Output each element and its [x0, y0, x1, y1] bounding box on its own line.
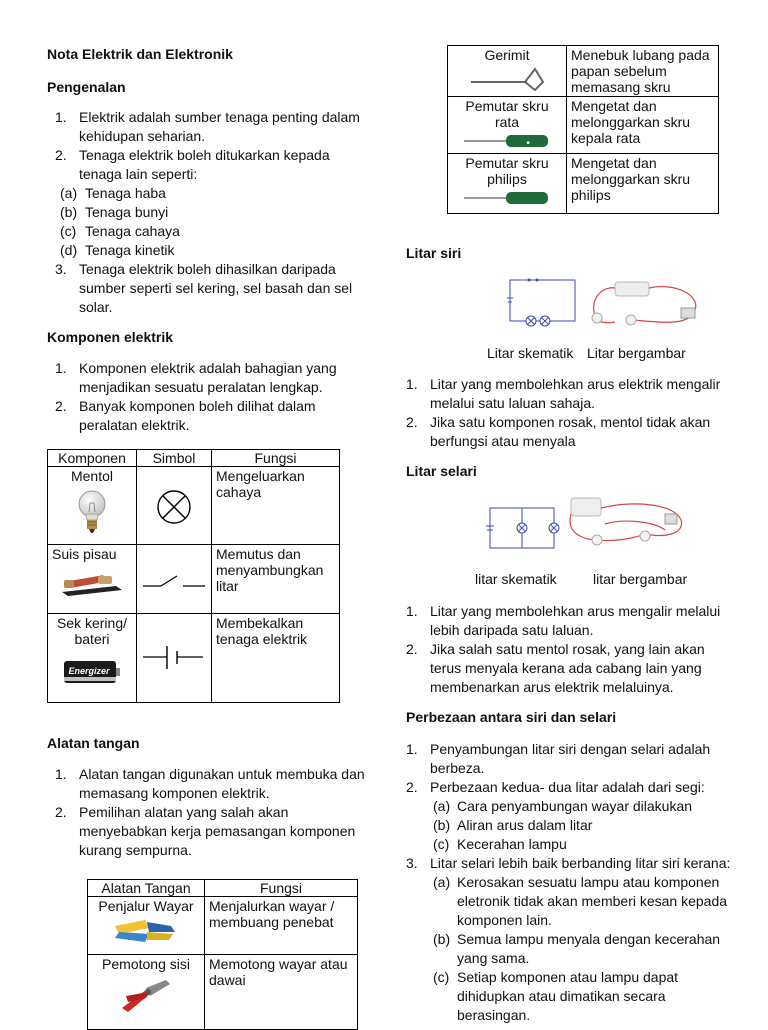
tool-cell	[448, 154, 567, 214]
difference-heading: Perbezaan antara siri dan selari	[406, 709, 617, 725]
table-header: Komponen	[48, 450, 137, 467]
table-row	[448, 46, 719, 97]
tool-name: Pemutar skru rata	[465, 98, 549, 130]
sub-list-item: (c) Kecerahan lampu	[433, 836, 567, 852]
table-header-row	[88, 880, 358, 897]
sub-list-item: (d) Tenaga kinetik	[60, 242, 175, 258]
symbol-cell	[137, 545, 212, 614]
tool-cell	[88, 897, 205, 955]
table-row	[88, 955, 358, 1030]
table-row	[48, 614, 340, 703]
wire-stripper-icon	[111, 916, 181, 948]
battery-icon	[62, 657, 122, 687]
list-item: 2. Tenaga elektrik boleh ditukarkan kepada tenaga lain seperti: (a) Tenaga haba (b) Tenaga bunyi (c) Tenaga cahaya (d) Tenaga kinetik	[47, 146, 367, 260]
function-cell: Mengeluarkan cahaya	[212, 467, 340, 545]
tool-name: Gerimit	[484, 47, 530, 63]
components-heading: Komponen elektrik	[47, 329, 174, 345]
intro-list	[47, 108, 367, 317]
table-row	[88, 897, 358, 955]
list-item: 2. Pemilihan alatan yang salah akan menyebabkan kerja pemasangan komponen kurang sempurna.	[55, 804, 356, 858]
tool-cell	[448, 46, 567, 97]
page-title: Nota Elektrik dan Elektronik	[47, 46, 233, 62]
components-list	[47, 359, 367, 435]
light-bulb-icon	[72, 488, 112, 536]
svg-text:■: ■	[526, 140, 530, 146]
list-item: 3. Litar selari lebih baik berbanding litar siri kerana: (a) Kerosakan sesuatu lampu atau komponen eletronik tidak akan memberi kesan kepada komponen lain. (b) Semua lampu menyala dengan kecerahan yang sama. (c) Setiap komponen atau lampu dapat dihidupkan atau dimatikan secara berasingan.	[406, 854, 736, 1025]
list-item: 1. Elektrik adalah sumber tenaga penting dalam kehidupan seharian.	[55, 109, 360, 144]
battery-brand: Energizer	[68, 666, 110, 676]
table-header: Simbol	[137, 450, 212, 467]
difference-sublist	[406, 873, 736, 1025]
table-header: Alatan Tangan	[88, 880, 205, 897]
battery-symbol-icon	[141, 643, 207, 673]
list-item: 1. Litar yang membolehkan arus mengalir melalui lebih daripada satu laluan.	[406, 603, 721, 638]
function-cell: Membekalkan tenaga elektrik	[212, 614, 340, 703]
flat-screwdriver-icon	[462, 132, 552, 150]
series-caption-schematic: Litar skematik	[487, 345, 574, 361]
sub-list-item: (a) Cara penyambungan wayar dilakukan	[433, 798, 693, 814]
function-cell: Mengetat dan melonggarkan skru kepala rata	[567, 97, 719, 154]
function-cell: Mengetat dan melonggarkan skru philips	[567, 154, 719, 214]
component-name: Suis pisau	[52, 546, 117, 562]
sub-list-item: (a) Tenaga haba	[60, 185, 166, 201]
component-cell	[48, 467, 137, 545]
list-item: 1. Alatan tangan digunakan untuk membuka dan memasang komponen elektrik.	[55, 766, 365, 801]
table-header-row	[48, 450, 340, 467]
sub-list-item: (b) Tenaga bunyi	[60, 204, 169, 220]
table-row	[448, 97, 719, 154]
sub-list-item: (a) Kerosakan sesuatu lampu atau komponen eletronik tidak akan memberi kesan kepada komponen lain.	[433, 874, 728, 928]
tool-cell	[448, 97, 567, 154]
tools-table	[87, 879, 358, 1030]
philips-screwdriver-icon	[462, 189, 552, 207]
parallel-heading: Litar selari	[406, 463, 477, 479]
tools-heading: Alatan tangan	[47, 735, 140, 751]
gimlet-icon	[467, 65, 547, 91]
switch-symbol-icon	[141, 566, 207, 592]
table-row	[48, 545, 340, 614]
series-heading: Litar siri	[406, 245, 462, 261]
series-list	[406, 375, 736, 451]
knife-switch-icon	[60, 566, 124, 596]
list-item: 3. Tenaga elektrik boleh dihasilkan daripada sumber seperti sel kering, sel basah dan sel solar.	[55, 261, 353, 315]
series-pictorial-diagram	[585, 276, 705, 334]
sub-list-item: (b) Semua lampu menyala dengan kecerahan yang sama.	[433, 931, 721, 966]
list-item: 1. Litar yang membolehkan arus elektrik mengalir melalui satu laluan sahaja.	[406, 376, 721, 411]
table-row	[48, 467, 340, 545]
list-item: 2. Banyak komponen boleh dilihat dalam peralatan elektrik.	[55, 398, 316, 433]
tool-name: Penjalur Wayar	[98, 898, 194, 914]
difference-sublist	[406, 797, 736, 854]
list-item: 1. Penyambungan litar siri dengan selari adalah berbeza.	[406, 741, 711, 776]
intro-heading: Pengenalan	[47, 79, 126, 95]
function-cell: Memutus dan menyambungkan litar	[212, 545, 340, 614]
component-name: Mentol	[70, 468, 114, 484]
sub-list-item: (b) Aliran arus dalam litar	[433, 817, 593, 833]
tools-list	[47, 765, 367, 860]
lamp-symbol-icon	[141, 486, 207, 526]
symbol-cell	[137, 467, 212, 545]
parallel-caption-pictorial: litar bergambar	[593, 571, 688, 587]
table-row	[448, 154, 719, 214]
series-schematic-diagram	[505, 276, 580, 331]
list-item: 1. Komponen elektrik adalah bahagian yang menjadikan sesuatu peralatan lengkap.	[55, 360, 337, 395]
list-item: 2. Jika satu komponen rosak, mentol tidak akan berfungsi atau menyala	[406, 414, 711, 449]
sub-list-item: (c) Setiap komponen atau lampu dapat dihidupkan atau dimatikan secara berasingan.	[433, 969, 679, 1023]
difference-list	[406, 740, 736, 1025]
parallel-pictorial-diagram	[565, 494, 689, 554]
function-cell: Memotong wayar atau dawai	[205, 955, 358, 1030]
parallel-schematic-diagram	[484, 500, 564, 556]
component-cell	[48, 545, 137, 614]
intro-sublist	[47, 184, 367, 260]
sub-list-item: (c) Tenaga cahaya	[60, 223, 180, 239]
list-item: 2. Perbezaan kedua- dua litar adalah dari segi: (a) Cara penyambungan wayar dilakukan (b) Aliran arus dalam litar (c) Kecerahan lampu	[406, 778, 736, 854]
component-name: Sek kering/ bateri	[56, 615, 128, 647]
tools-table-continued	[447, 45, 719, 214]
list-item: 2. Jika salah satu mentol rosak, yang lain akan terus menyala kerana ada cabang lain yang membenarkan arus elektrik melaluinya.	[406, 641, 705, 695]
components-table	[47, 449, 340, 703]
function-cell: Menjalurkan wayar / membuang penebat	[205, 897, 358, 955]
function-cell: Menebuk lubang pada papan sebelum memasang skru	[567, 46, 719, 97]
side-cutter-icon	[116, 974, 176, 1014]
table-header: Fungsi	[205, 880, 358, 897]
component-cell	[48, 614, 137, 703]
parallel-list	[406, 602, 736, 697]
parallel-caption-schematic: litar skematik	[475, 571, 557, 587]
tool-cell	[88, 955, 205, 1030]
tool-name: Pemutar skru philips	[465, 155, 549, 187]
tool-name: Pemotong sisi	[102, 956, 190, 972]
table-header: Fungsi	[212, 450, 340, 467]
series-caption-pictorial: Litar bergambar	[587, 345, 686, 361]
symbol-cell	[137, 614, 212, 703]
